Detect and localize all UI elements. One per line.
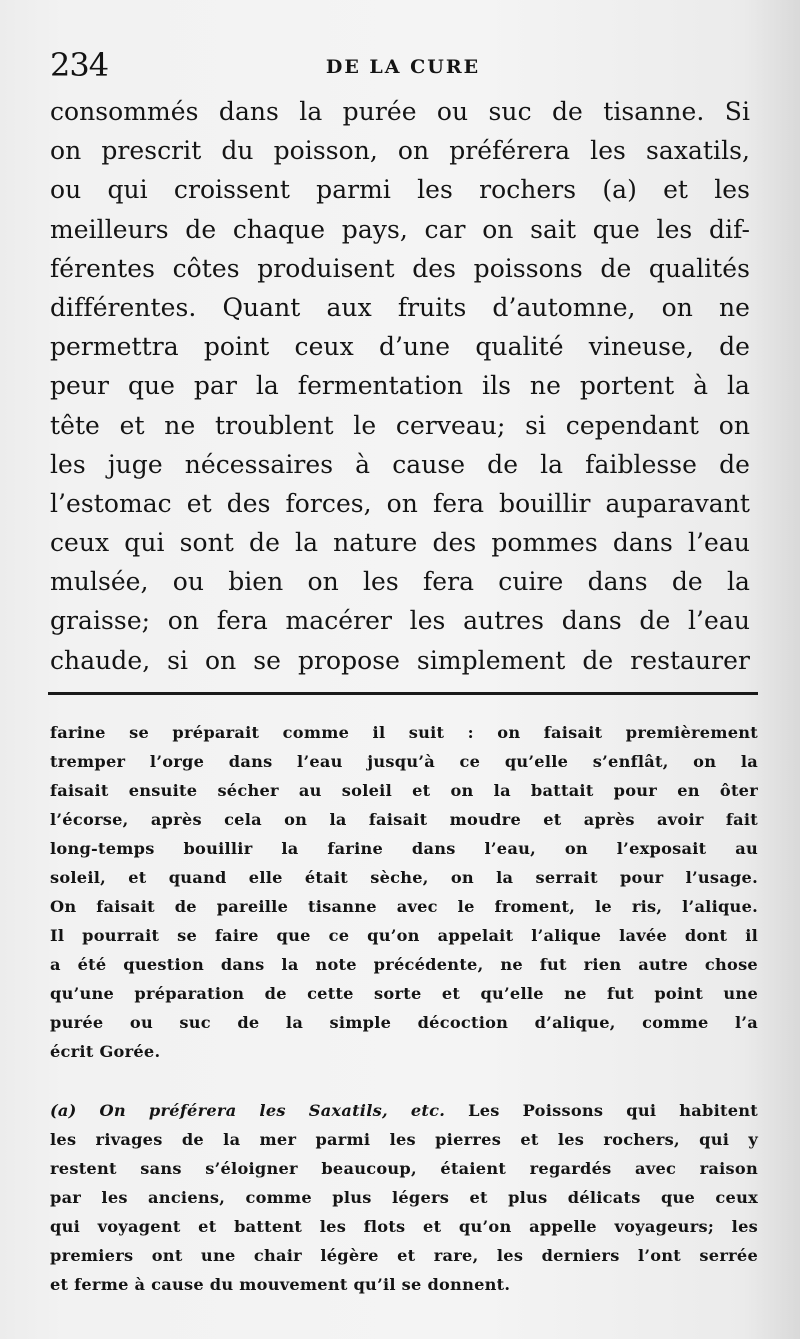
main-text-line: les juge nécessaires à cause de la faiblesse de	[50, 449, 750, 479]
footnote-line: Il pourrait se faire que ce qu’on appelait l’alique lavée dont il	[50, 926, 758, 945]
main-text-line: férentes côtes produisent des poissons de qualités	[50, 253, 750, 283]
main-text-line: chaude, si on se propose simplement de restaurer	[50, 645, 750, 675]
footnote-line: a été question dans la note précédente, ne fut rien autre chose	[50, 955, 758, 974]
footnote-a-lead: (a) On préférera les Saxatils, etc.	[50, 1101, 446, 1120]
main-text-line: peur que par la fermentation ils ne portent à la	[50, 371, 750, 401]
main-text-line: on prescrit du poisson, on préférera les saxatils,	[50, 136, 750, 166]
footnote-line: long-temps bouillir la farine dans l’eau, on l’exposait au	[50, 839, 758, 858]
footnote-a-first-rest: Les Poissons qui habitent	[445, 1101, 759, 1120]
page-header	[50, 46, 756, 94]
footnotes	[50, 718, 758, 1299]
running-head: DE LA CURE	[325, 56, 481, 78]
footnote-continued	[50, 718, 758, 1066]
main-text-line: ceux qui sont de la nature des pommes dans l’eau	[50, 528, 750, 558]
main-text-line: différentes. Quant aux fruits d’automne, on ne	[50, 292, 750, 322]
page-number: 234	[50, 46, 109, 84]
footnote-line: écrit Gorée.	[50, 1042, 161, 1061]
footnote-a-first-line	[50, 1096, 758, 1125]
main-text	[50, 92, 750, 680]
footnote-spacing	[50, 1066, 758, 1096]
footnote-line: qui voyagent et battent les flots et qu’on appelle voyageurs; les	[50, 1217, 758, 1236]
footnote-line: les rivages de la mer parmi les pierres et les rochers, qui y	[50, 1130, 758, 1149]
footnote-line: et ferme à cause du mouvement qu’il se donnent.	[50, 1275, 511, 1294]
footnote-line: farine se préparait comme il suit : on faisait premièrement	[50, 723, 758, 742]
main-text-line: graisse; on fera macérer les autres dans de l’eau	[50, 606, 750, 636]
footnote-line: l’écorse, après cela on la faisait moudre et après avoir fait	[50, 810, 758, 829]
footnote-line: faisait ensuite sécher au soleil et on la battait pour en ôter	[50, 781, 758, 800]
footnote-line: soleil, et quand elle était sèche, on la serrait pour l’usage.	[50, 868, 758, 887]
footnote-line: purée ou suc de la simple décoction d’alique, comme l’a	[50, 1013, 758, 1032]
footnote-a	[50, 1096, 758, 1299]
main-text-line: consommés dans la purée ou suc de tisanne. Si	[50, 97, 750, 126]
main-text-line: tête et ne troublent le cerveau; si cependant on	[50, 410, 750, 440]
footnote-line: par les anciens, comme plus légers et plus délicats que ceux	[50, 1188, 758, 1207]
main-text-line: permettra point ceux d’une qualité vineuse, de	[50, 332, 750, 362]
main-text-line: mulsée, ou bien on les fera cuire dans de la	[50, 567, 750, 597]
footnote-rule	[48, 692, 758, 695]
main-text-line: ou qui croissent parmi les rochers (a) et les	[50, 175, 750, 205]
main-text-line: l’estomac et des forces, on fera bouillir auparavant	[50, 488, 750, 518]
footnote-line: restent sans s’éloigner beaucoup, étaient regardés avec raison	[50, 1159, 758, 1178]
footnote-line: On faisait de pareille tisanne avec le froment, le ris, l’alique.	[50, 897, 758, 916]
footnote-line: tremper l’orge dans l’eau jusqu’à ce qu’elle s’enflât, on la	[50, 752, 758, 771]
footnote-line: qu’une préparation de cette sorte et qu’elle ne fut point une	[50, 984, 758, 1003]
footnote-line: premiers ont une chair légère et rare, les derniers l’ont serrée	[50, 1246, 758, 1265]
main-text-line: meilleurs de chaque pays, car on sait que les dif-	[50, 214, 750, 244]
